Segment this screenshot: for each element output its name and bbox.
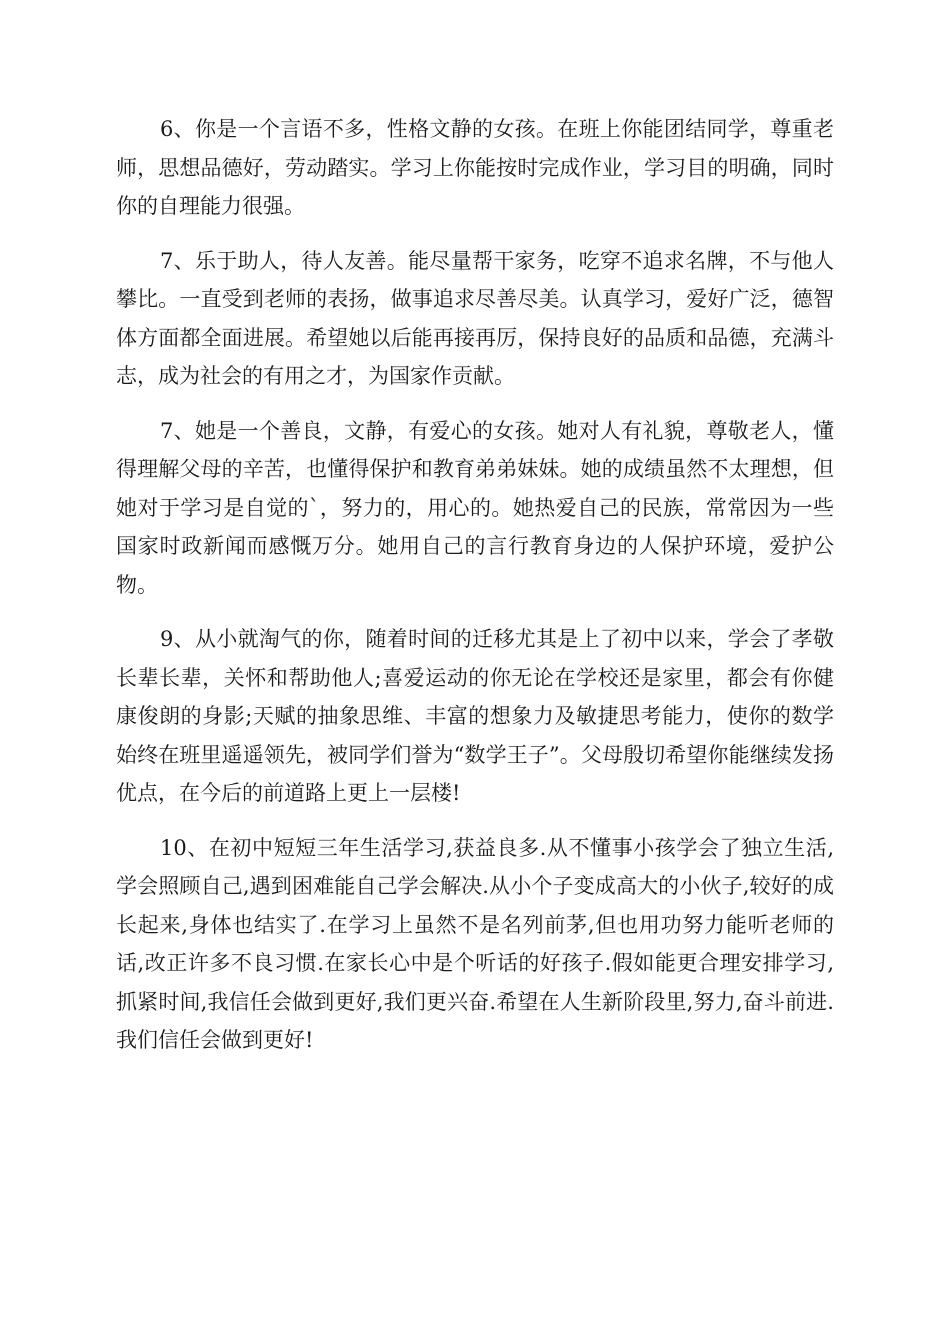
paragraph-7a: 7、乐于助人，待人友善。能尽量帮干家务，吃穿不追求名牌，不与他人攀比。一直受到老师的表扬，做事追求尽善尽美。认真学习，爱好广泛，德智体方面都全面进展。希望她以后能再接再厉，保持良好的品质和品德，充满斗志，成为社会的有用之才，为国家作贡献。 [116,248,834,388]
paragraph-9: 9、从小就淘气的你，随着时间的迁移尤其是上了初中以来，学会了孝敬长辈长辈，关怀和帮助他人;喜爱运动的你无论在学校还是家里，都会有你健康俊朗的身影;天赋的抽象思维、丰富的想象力及敏捷思考能力，使你的数学始终在班里遥遥领先，被同学们誉为“数学王子”。父母殷切希望你能继续发扬优点，在今后的前道路上更上一层楼! [116,627,834,805]
document-body [116,110,834,1076]
paragraph-7b: 7、她是一个善良，文静，有爱心的女孩。她对人有礼貌，尊敬老人，懂得理解父母的辛苦，也懂得保护和教育弟弟妹妹。她的成绩虽然不太理想，但她对于学习是自觉的`，努力的，用心的。她热爱自己的民族，常常因为一些国家时政新闻而感慨万分。她用自己的言行教育身边的人保护环境，爱护公物。 [116,418,834,597]
paragraph-10: 10、在初中短短三年生活学习,获益良多.从不懂事小孩学会了独立生活,学会照顾自己,遇到困难能自己学会解决.从小个子变成高大的小伙子,较好的成长起来,身体也结实了.在学习上虽然不是名列前茅,但也用功努力能听老师的话,改正许多不良习惯.在家长心中是个听话的好孩子.假如能更合理安排学习,抓紧时间,我信任会做到更好,我们更兴奋.希望在人生新阶段里,努力,奋斗前进.我们信任会做到更好! [116,835,834,1052]
paragraph-6: 6、你是一个言语不多，性格文静的女孩。在班上你能团结同学，尊重老师，思想品德好，劳动踏实。学习上你能按时完成作业，学习目的明确，同时你的自理能力很强。 [116,117,834,218]
